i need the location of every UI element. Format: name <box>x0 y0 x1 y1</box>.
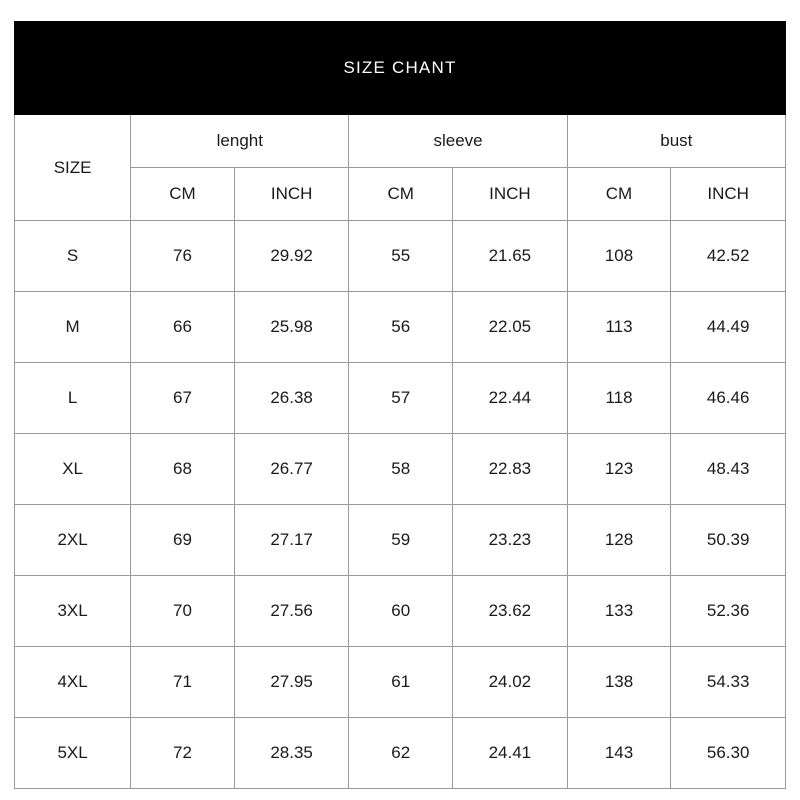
cell-bust-inch: 48.43 <box>671 434 786 505</box>
column-group-lenght: lenght <box>131 115 349 168</box>
cell-lenght-inch: 26.38 <box>234 363 349 434</box>
table-row <box>15 221 786 292</box>
cell-sleeve-inch: 23.62 <box>453 576 568 647</box>
cell-size: L <box>15 363 131 434</box>
table-row <box>15 363 786 434</box>
cell-lenght-inch: 27.56 <box>234 576 349 647</box>
cell-sleeve-cm: 60 <box>349 576 453 647</box>
cell-lenght-cm: 76 <box>131 221 235 292</box>
cell-sleeve-cm: 57 <box>349 363 453 434</box>
cell-size: 4XL <box>15 647 131 718</box>
cell-lenght-inch: 28.35 <box>234 718 349 789</box>
cell-sleeve-inch: 23.23 <box>453 505 568 576</box>
cell-lenght-cm: 72 <box>131 718 235 789</box>
cell-lenght-cm: 71 <box>131 647 235 718</box>
cell-sleeve-cm: 62 <box>349 718 453 789</box>
cell-size: M <box>15 292 131 363</box>
cell-lenght-inch: 27.95 <box>234 647 349 718</box>
table-row <box>15 647 786 718</box>
cell-lenght-inch: 25.98 <box>234 292 349 363</box>
cell-sleeve-inch: 22.44 <box>453 363 568 434</box>
size-chart-table <box>14 21 786 789</box>
cell-bust-inch: 46.46 <box>671 363 786 434</box>
cell-lenght-cm: 70 <box>131 576 235 647</box>
cell-sleeve-inch: 24.41 <box>453 718 568 789</box>
cell-lenght-cm: 66 <box>131 292 235 363</box>
cell-sleeve-inch: 22.83 <box>453 434 568 505</box>
page-title: SIZE CHANT <box>15 22 786 115</box>
column-header-sleeve-inch: INCH <box>453 168 568 221</box>
column-header-lenght-inch: INCH <box>234 168 349 221</box>
cell-size: 2XL <box>15 505 131 576</box>
cell-lenght-inch: 29.92 <box>234 221 349 292</box>
cell-lenght-inch: 26.77 <box>234 434 349 505</box>
cell-bust-inch: 50.39 <box>671 505 786 576</box>
cell-bust-cm: 113 <box>567 292 671 363</box>
cell-bust-inch: 54.33 <box>671 647 786 718</box>
cell-lenght-cm: 67 <box>131 363 235 434</box>
cell-bust-cm: 128 <box>567 505 671 576</box>
cell-sleeve-cm: 61 <box>349 647 453 718</box>
cell-bust-cm: 123 <box>567 434 671 505</box>
group-header-row <box>15 115 786 168</box>
cell-bust-cm: 138 <box>567 647 671 718</box>
column-group-bust: bust <box>567 115 785 168</box>
cell-bust-inch: 44.49 <box>671 292 786 363</box>
table-row <box>15 505 786 576</box>
size-chart-container <box>14 21 786 785</box>
cell-sleeve-cm: 56 <box>349 292 453 363</box>
title-row <box>15 22 786 115</box>
column-header-lenght-cm: CM <box>131 168 235 221</box>
cell-bust-cm: 133 <box>567 576 671 647</box>
table-head <box>15 22 786 221</box>
cell-sleeve-cm: 58 <box>349 434 453 505</box>
cell-size: S <box>15 221 131 292</box>
cell-size: XL <box>15 434 131 505</box>
unit-header-row <box>15 168 786 221</box>
cell-bust-cm: 143 <box>567 718 671 789</box>
cell-sleeve-inch: 21.65 <box>453 221 568 292</box>
cell-lenght-cm: 68 <box>131 434 235 505</box>
table-row <box>15 292 786 363</box>
cell-size: 5XL <box>15 718 131 789</box>
column-header-sleeve-cm: CM <box>349 168 453 221</box>
column-group-sleeve: sleeve <box>349 115 567 168</box>
cell-bust-cm: 118 <box>567 363 671 434</box>
cell-sleeve-cm: 59 <box>349 505 453 576</box>
cell-sleeve-cm: 55 <box>349 221 453 292</box>
column-header-bust-cm: CM <box>567 168 671 221</box>
cell-lenght-inch: 27.17 <box>234 505 349 576</box>
cell-sleeve-inch: 22.05 <box>453 292 568 363</box>
table-row <box>15 576 786 647</box>
column-header-bust-inch: INCH <box>671 168 786 221</box>
cell-bust-inch: 56.30 <box>671 718 786 789</box>
cell-bust-inch: 42.52 <box>671 221 786 292</box>
cell-size: 3XL <box>15 576 131 647</box>
cell-bust-inch: 52.36 <box>671 576 786 647</box>
table-row <box>15 434 786 505</box>
column-header-size: SIZE <box>15 115 131 221</box>
cell-lenght-cm: 69 <box>131 505 235 576</box>
cell-sleeve-inch: 24.02 <box>453 647 568 718</box>
table-row <box>15 718 786 789</box>
cell-bust-cm: 108 <box>567 221 671 292</box>
table-body <box>15 221 786 789</box>
